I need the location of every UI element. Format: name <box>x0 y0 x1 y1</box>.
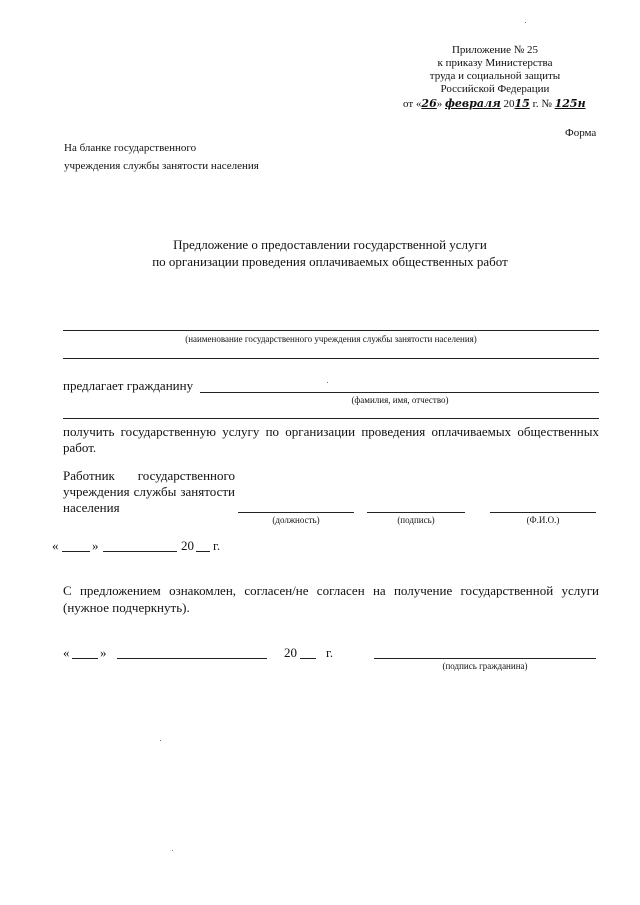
receive-text: получить государственную услугу по организации проведения оплачиваемых общественных работ. <box>63 424 599 455</box>
date-open-quote: « <box>52 538 59 553</box>
bottom-year-field[interactable] <box>300 658 316 659</box>
title-line1: Предложение о предоставлении государственной услуги <box>173 237 487 252</box>
fio-citizen-caption: (фамилия, имя, отчество) <box>351 395 449 405</box>
year-field[interactable] <box>196 551 210 552</box>
bottom-month-field[interactable] <box>117 658 267 659</box>
acknowledgement-text: С предложением ознакомлен, согласен/не согласен на получение государственной услуги (нужное подчеркнуть). <box>63 583 599 615</box>
title-line2: по организации проведения оплачиваемых общественных работ <box>152 254 508 269</box>
institution-caption: (наименование государственного учреждения службы занятости населения) <box>185 334 477 344</box>
worker-line2: учреждения службы занятости <box>63 484 235 499</box>
citizen-signature-field[interactable] <box>374 658 596 659</box>
appendix-line2: труда и социальной защиты <box>429 70 561 82</box>
appendix-line3: Российской Федерации <box>440 83 550 95</box>
scan-speck <box>160 740 161 741</box>
citizen-signature-caption: (подпись гражданина) <box>442 661 528 671</box>
date-close-quote: » <box>92 538 99 553</box>
bottom-date-close: » <box>100 645 107 660</box>
worker-line1: Работник государственного <box>63 468 235 483</box>
letterhead-line2: учреждения службы занятости населения <box>64 160 259 172</box>
date-mid: » <box>436 98 443 110</box>
fio-field[interactable] <box>490 512 596 513</box>
appendix-line1: к приказу Министерства <box>437 57 553 69</box>
day-field[interactable] <box>62 551 90 552</box>
letterhead-line1: На бланке государственного <box>64 142 197 154</box>
worker-label <box>63 468 235 516</box>
month-field[interactable] <box>103 551 177 552</box>
appendix-title: Приложение № 25 <box>451 44 539 56</box>
handwritten-day: 26 <box>421 97 437 110</box>
year-prefix: 20 <box>503 98 515 110</box>
institution-name-field[interactable] <box>63 330 599 331</box>
date-year-suffix: г. <box>213 538 221 553</box>
appendix-block <box>420 44 570 96</box>
worker-line3: населения <box>63 500 120 515</box>
bottom-date-twenty: 20 <box>284 645 297 660</box>
position-field[interactable] <box>238 512 354 513</box>
citizen-fio-field[interactable] <box>200 392 599 393</box>
letterhead-note <box>64 139 259 175</box>
form-label: Форма <box>565 127 597 139</box>
fio-caption: (Ф.И.О.) <box>526 515 560 525</box>
citizen-fio-field-2[interactable] <box>63 418 599 419</box>
scan-speck <box>327 382 328 383</box>
bottom-date-open: « <box>63 645 70 660</box>
document-title <box>100 236 560 270</box>
appendix-date <box>403 97 586 110</box>
institution-name-field-2[interactable] <box>63 358 599 359</box>
signature-caption: (подпись) <box>397 515 435 525</box>
number-prefix: г. № <box>532 98 552 110</box>
scan-speck <box>525 22 526 23</box>
position-caption: (должность) <box>272 515 320 525</box>
bottom-date-year-suffix: г. <box>326 645 334 660</box>
date-prefix: от « <box>403 98 422 110</box>
date-twenty: 20 <box>181 538 194 553</box>
offers-text: предлагает гражданину <box>63 378 194 393</box>
handwritten-year: 15 <box>514 97 530 110</box>
signature-field[interactable] <box>367 512 465 513</box>
handwritten-month: февраля <box>444 97 501 110</box>
bottom-day-field[interactable] <box>72 658 98 659</box>
handwritten-number: 125н <box>554 97 586 110</box>
scan-speck <box>172 850 173 851</box>
